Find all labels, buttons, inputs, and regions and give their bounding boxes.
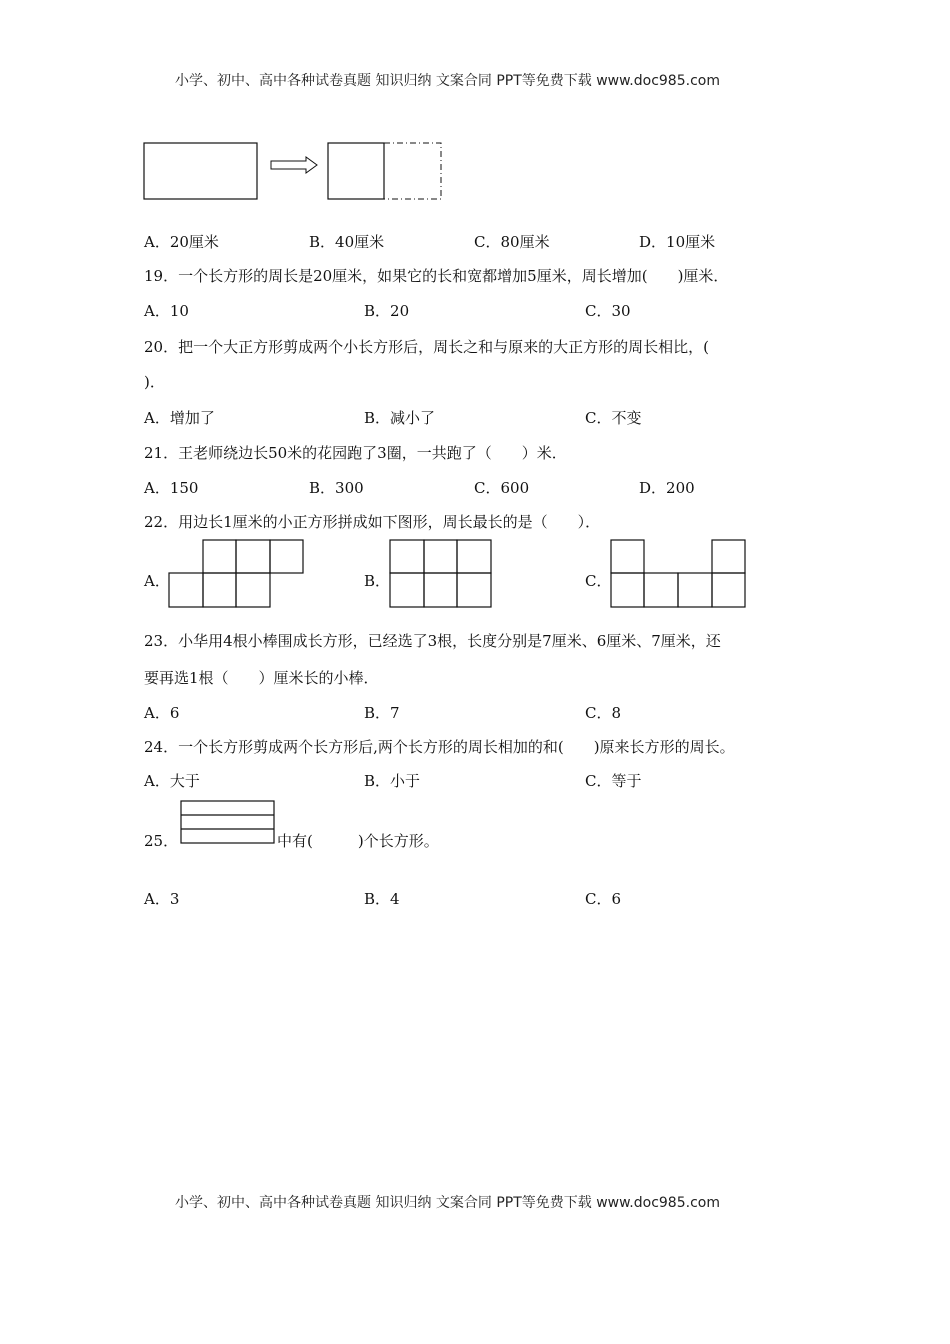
q21-option-a: A．150 — [144, 479, 199, 497]
q23-text-line1: 23．小华用4根小棒围成长方形，已经选了3根，长度分别是7厘米、6厘米、7厘米，还 — [144, 632, 721, 650]
q24-option-b: B．小于 — [364, 772, 421, 790]
q22-option-c: C． — [585, 572, 612, 590]
q24-option-a: A．大于 — [144, 772, 200, 790]
q20-text-line2: )． — [144, 373, 165, 391]
q25-option-a: A．3 — [144, 890, 180, 908]
q23-option-c: C．8 — [585, 704, 622, 722]
q20-option-a: A．增加了 — [144, 409, 215, 427]
q25-number: 25． — [144, 832, 179, 850]
q20-text-line1: 20．把一个大正方形剪成两个小长方形后，周长之和与原来的大正方形的周长相比，( — [144, 338, 709, 356]
q21-option-b: B．300 — [309, 479, 364, 497]
q19-option-a: A．10 — [144, 302, 189, 320]
q18-option-d: D．10厘米 — [639, 233, 716, 251]
q19-option-b: B．20 — [364, 302, 410, 320]
q22-option-b: B． — [364, 572, 391, 590]
page-header: 小学、初中、高中各种试卷真题 知识归纳 文案合同 PPT等免费下载 www.doc985.com — [175, 73, 720, 89]
q19-option-c: C．30 — [585, 302, 631, 320]
q20-option-b: B．减小了 — [364, 409, 436, 427]
q21-text: 21．王老师绕边长50米的花园跑了3圈，一共跑了（ ）米． — [144, 444, 567, 462]
q18-option-b: B．40厘米 — [309, 233, 385, 251]
q24-option-c: C．等于 — [585, 772, 642, 790]
q18-option-c: C．80厘米 — [474, 233, 550, 251]
q25-option-c: C．6 — [585, 890, 622, 908]
q23-option-a: A．6 — [144, 704, 180, 722]
q25-text: 中有( )个长方形。 — [277, 832, 439, 850]
q22-option-a: A． — [144, 572, 170, 590]
q23-option-b: B．7 — [364, 704, 400, 722]
q19-text: 19．一个长方形的周长是20厘米，如果它的长和宽都增加5厘米，周长增加( )厘米． — [144, 267, 729, 285]
q23-text-line2: 要再选1根（ ）厘米长的小棒． — [144, 669, 379, 687]
q22-text: 22．用边长1厘米的小正方形拼成如下图形，周长最长的是（ ）． — [144, 513, 601, 531]
q24-text: 24．一个长方形剪成两个长方形后,两个长方形的周长相加的和( )原来长方形的周长。 — [144, 738, 735, 756]
q21-option-d: D．200 — [639, 479, 695, 497]
page-footer: 小学、初中、高中各种试卷真题 知识归纳 文案合同 PPT等免费下载 www.doc985.com — [175, 1195, 720, 1211]
q20-option-c: C．不变 — [585, 409, 642, 427]
q21-option-c: C．600 — [474, 479, 530, 497]
q18-option-a: A．20厘米 — [144, 233, 219, 251]
q25-option-b: B．4 — [364, 890, 400, 908]
